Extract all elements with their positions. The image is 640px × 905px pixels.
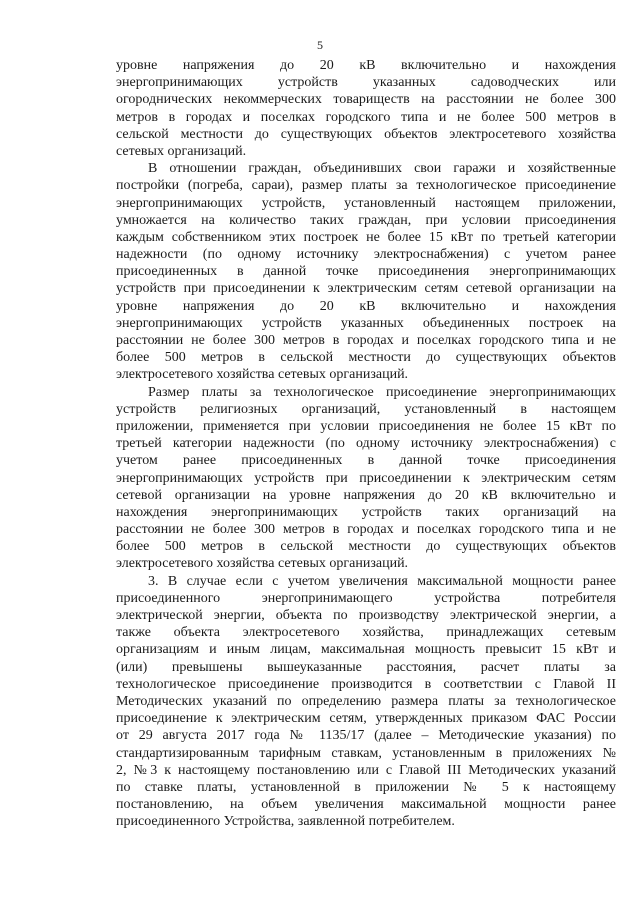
text-line: уровне напряжения до 20 кВ включительно и нахождения <box>116 298 616 314</box>
text-line: устройств религиозных организаций, установленный в настоящем <box>116 401 616 417</box>
text-line: энергопринимающих устройств при присоединении к электрическим сетям <box>116 470 616 486</box>
text-line: электрической энергии, объекта по производству электрической энергии, а <box>116 608 616 623</box>
text-line: энергопринимающих устройств, установленный настоящем приложении, <box>116 195 616 211</box>
text-line: расстоянии не более 300 метров в городах и поселках городского типа и не <box>116 333 616 348</box>
text-line: электросетевого хозяйства сетевых организаций. <box>116 556 409 572</box>
text-line: учетом ранее присоединенных в данной точке присоединения <box>116 453 616 469</box>
text-line: сетевых организаций. <box>116 143 247 159</box>
text-line: постройки (погреба, сараи), размер платы за технологическое присоединение <box>116 178 616 194</box>
text-line: уровне напряжения до 20 кВ включительно и нахождения <box>116 58 616 73</box>
paragraph <box>116 573 616 831</box>
text-line: сетевой организации на уровне напряжения до 20 кВ включительно и <box>116 487 616 503</box>
text-line: устройств при присоединении к электрическим сетям сетевой организации на <box>116 281 616 297</box>
text-line: В отношении граждан, объединивших свои гаражи и хозяйственные <box>148 161 616 177</box>
text-line: постановлению, на объем увеличения максимальной мощности ранее <box>116 797 616 813</box>
text-line: более 500 метров в сельской местности до существующих объектов <box>116 539 616 555</box>
text-line: энергопринимающих устройств указанных объединенных построек на <box>116 315 616 331</box>
text-line: (или) превышены вышеуказанные расстояния, расчет платы за <box>116 659 616 675</box>
text-line: каждым собственником этих построек не более 15 кВт по третьей категории <box>116 229 616 245</box>
text-line: присоединенного энергопринимающего устройства потребителя <box>116 590 616 606</box>
text-line: энергопринимающих устройств указанных садоводческих или <box>116 75 616 91</box>
text-line: по ставке платы, установленной в приложении № 5 к настоящему <box>116 779 616 795</box>
text-line: организациям и иным лицам, максимальная мощность превысит 15 кВт и <box>116 642 616 658</box>
text-line: электросетевого хозяйства сетевых организаций. <box>116 367 409 383</box>
paragraph <box>116 384 616 573</box>
text-line: сельской местности до существующих объектов электросетевого хозяйства <box>116 126 616 142</box>
text-line: метров в городах и поселках городского типа и не более 500 метров в <box>116 109 616 125</box>
text-line: Методических указаний по определению размера платы за технологическое <box>116 693 616 709</box>
paragraph <box>116 57 616 160</box>
text-line: стандартизированным тарифным ставкам, установленным в приложениях № <box>116 745 616 761</box>
text-line: огороднических некоммерческих товариществ на расстоянии не более 300 <box>116 92 616 108</box>
text-line: надежности (по одному источнику электроснабжения) с учетом ранее <box>116 247 616 263</box>
text-line: более 500 метров в сельской местности до существующих объектов <box>116 350 616 366</box>
text-line: Размер платы за технологическое присоединение энергопринимающих <box>148 384 616 400</box>
text-line: третьей категории надежности (по одному источнику электроснабжения) с <box>116 436 616 452</box>
text-line: умножается на количество таких граждан, при условии присоединения <box>116 212 616 228</box>
text-line: присоединенных в данной точке присоединения энергопринимающих <box>116 264 616 280</box>
text-line: технологическое присоединение производится в соответствии с Главой II <box>116 676 616 692</box>
text-line: также объекта электросетевого хозяйства, принадлежащих сетевым <box>116 625 616 641</box>
paragraph <box>116 160 616 383</box>
text-line: расстоянии не более 300 метров в городах и поселках городского типа и не <box>116 522 616 538</box>
page-number: 5 <box>317 38 323 52</box>
text-line: нахождения энергопринимающих устройств таких организаций на <box>116 504 616 520</box>
text-line: от 29 августа 2017 года № 1135/17 (далее – Методические указания) по <box>116 728 616 744</box>
text-line: 3. В случае если с учетом увеличения максимальной мощности ранее <box>148 573 616 589</box>
document-body <box>116 57 616 830</box>
text-line: присоединенного Устройства, заявленной потребителем. <box>116 814 455 830</box>
text-line: присоединение к электрическим сетям, утвержденных приказом ФАС России <box>116 711 616 727</box>
text-line: 2, №3 к настоящему постановлению или с Главой III Методических указаний <box>116 762 616 778</box>
text-line: приложении, применяется при условии присоединения не более 15 кВт по <box>116 418 616 434</box>
